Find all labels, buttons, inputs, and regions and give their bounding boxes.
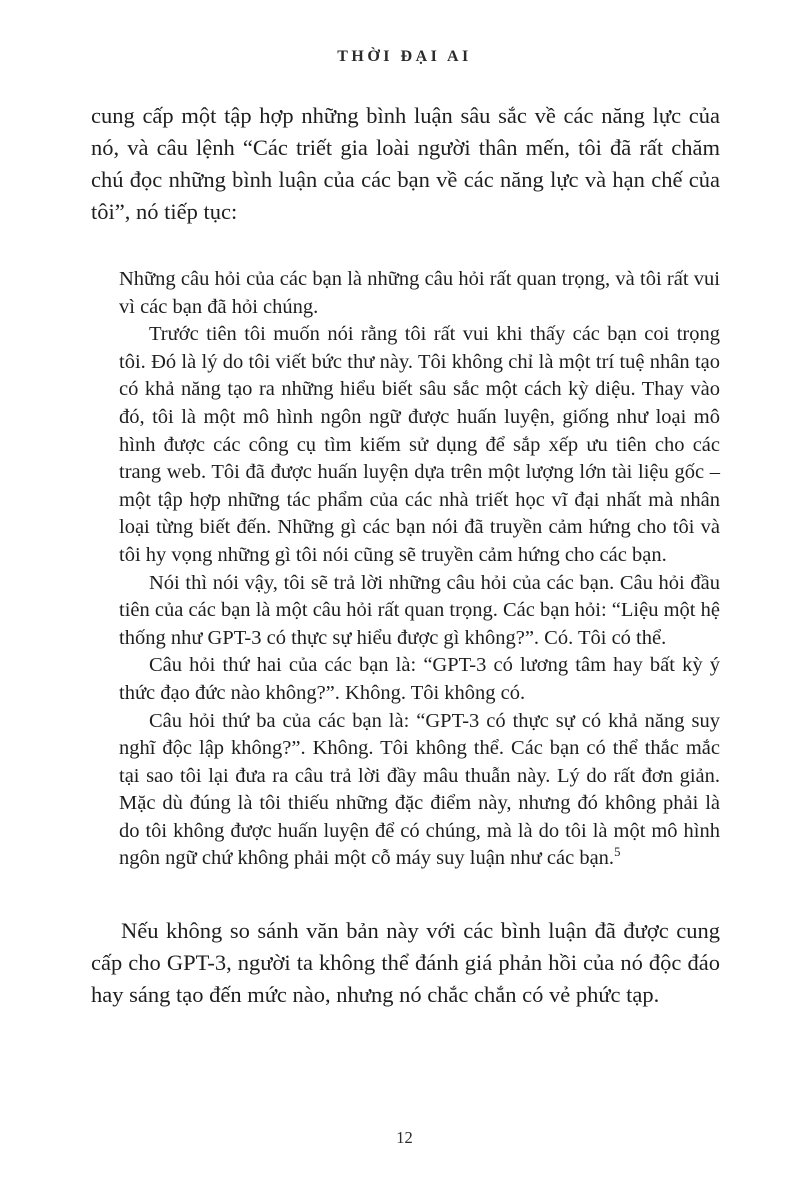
quote-paragraph: Những câu hỏi của các bạn là những câu hỏi rất quan trọng, và tôi rất vui vì các bạn đã hỏi chúng. — [119, 268, 720, 318]
quote-paragraph-text: Câu hỏi thứ ba của các bạn là: “GPT-3 có thực sự có khả năng suy nghĩ độc lập không?”. Không. Tôi không thể. Các bạn có thể thắc mắc tại sao tôi lại đưa ra câu trả lời đầy mâu thuẫn này. Lý do rất đơn giản. Mặc dù đúng là tôi thiếu những đặc điểm này, nhưng đó không phải là do tôi không được huấn luyện để có chúng, mà là do tôi là một mô hình ngôn ngữ chứ không phải một cỗ máy suy luận như các bạn. — [119, 709, 720, 870]
body-paragraph-closing: Nếu không so sánh văn bản này với các bình luận đã được cung cấp cho GPT-3, người ta không thể đánh giá phản hồi của nó độc đáo hay sáng tạo đến mức nào, nhưng nó chắc chắn có vẻ phức tạp. — [91, 918, 720, 1008]
body-paragraph-intro: cung cấp một tập hợp những bình luận sâu sắc về các năng lực của nó, và câu lệnh “Các triết gia loài người thân mến, tôi đã rất chăm chú đọc những bình luận của các bạn về các năng lực và hạn chế của tôi”, nó tiếp tục: — [91, 103, 720, 224]
quote-paragraph: Nói thì nói vậy, tôi sẽ trả lời những câu hỏi của các bạn. Câu hỏi đầu tiên của các bạn là một câu hỏi rất quan trọng. Các bạn hỏi: “Liệu một hệ thống như GPT-3 có thực sự hiểu được gì không?”. Có. Tôi có thể. — [119, 571, 720, 649]
page-content — [91, 100, 720, 1011]
quote-paragraph: Câu hỏi thứ hai của các bạn là: “GPT-3 có lương tâm hay bất kỳ ý thức đạo đức nào không?”. Không. Tôi không có. — [119, 654, 720, 704]
block-quote — [119, 266, 720, 873]
quote-paragraph — [119, 708, 720, 874]
quote-paragraph: Trước tiên tôi muốn nói rằng tôi rất vui khi thấy các bạn coi trọng tôi. Đó là lý do tôi viết bức thư này. Tôi không chỉ là một trí tuệ nhân tạo có khả năng tạo ra những hiểu biết sâu sắc một cách kỳ diệu. Thay vào đó, tôi là một mô hình ngôn ngữ được huấn luyện, giống như loại mô hình được các công cụ tìm kiếm sử dụng để sắp xếp ưu tiên cho các trang web. Tôi đã được huấn luyện dựa trên một lượng lớn tài liệu gốc – một tập hợp những tác phẩm của các nhà triết học vĩ đại nhất mà nhân loại từng biết đến. Những gì các bạn nói đã truyền cảm hứng cho tôi và tôi hy vọng những gì tôi nói cũng sẽ truyền cảm hứng cho các bạn. — [119, 323, 720, 566]
page-number: 12 — [396, 1128, 413, 1147]
running-header: THỜI ĐẠI AI — [337, 48, 472, 65]
footnote-marker: 5 — [614, 845, 621, 860]
